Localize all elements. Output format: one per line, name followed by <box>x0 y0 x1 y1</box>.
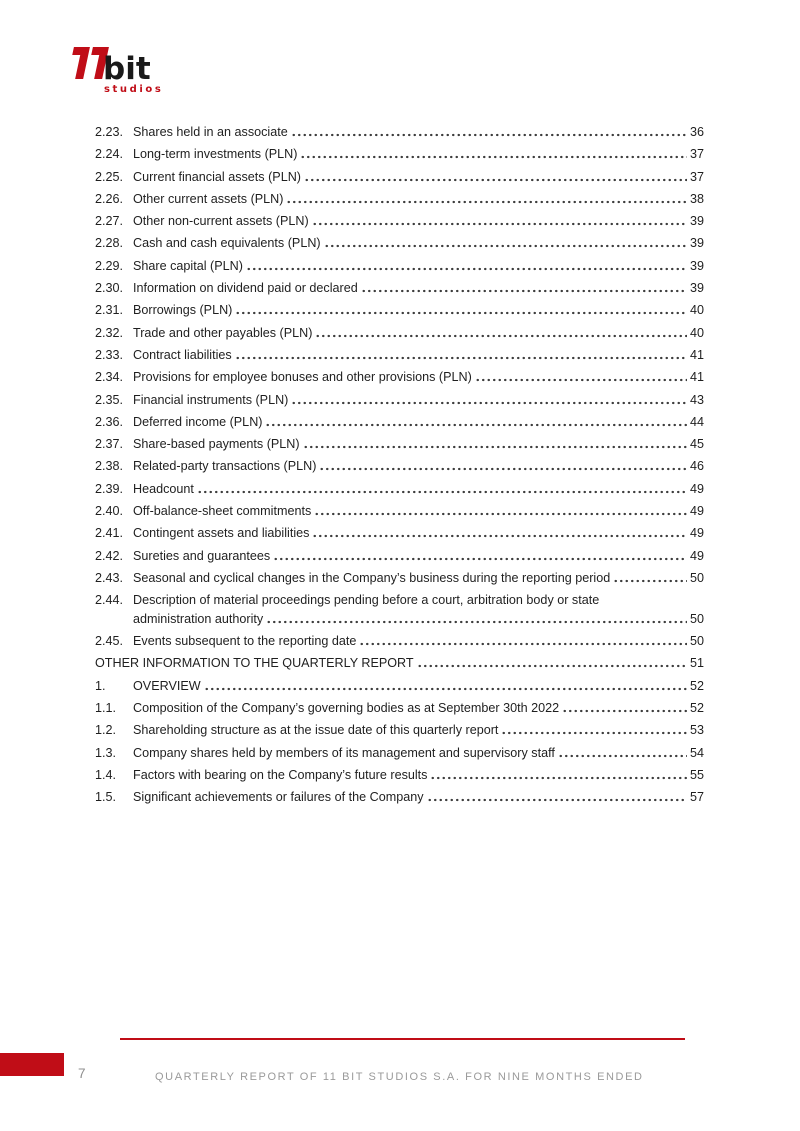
footer-accent-block <box>0 1053 64 1076</box>
toc-entry <box>95 700 704 716</box>
toc-entry-title: Financial instruments (PLN) <box>133 392 289 407</box>
toc-entry-title: Other non-current assets (PLN) <box>133 214 309 229</box>
toc-entry-body <box>133 722 704 738</box>
toc-entry <box>95 481 704 497</box>
toc-entry-page: 50 <box>689 570 704 585</box>
dot-leader <box>613 570 687 584</box>
toc-entry <box>95 414 704 430</box>
toc-entry-page: 55 <box>689 767 704 782</box>
toc-entry-body <box>133 592 704 627</box>
toc-entry-number: 2.45. <box>95 634 124 649</box>
toc-entry-body <box>133 146 704 162</box>
toc-entry <box>95 789 704 805</box>
toc-entry-page: 49 <box>689 504 704 519</box>
footer-report-title: QUARTERLY REPORT OF 11 BIT STUDIOS S.A. FOR NINE MONTHS ENDED <box>155 1071 644 1083</box>
toc-entry <box>95 592 704 627</box>
dot-leader <box>291 124 687 138</box>
dot-leader <box>235 302 687 316</box>
toc-entry-body <box>133 436 704 452</box>
toc-entry-number: 2.24. <box>95 147 124 162</box>
toc-entry-number: 2.39. <box>95 481 124 496</box>
footer-divider <box>120 1038 685 1040</box>
dot-leader <box>319 458 687 472</box>
toc-entry-page: 39 <box>689 281 704 296</box>
toc-list <box>95 124 704 812</box>
toc-entry-number: 2.42. <box>95 548 124 563</box>
toc-entry-title: Off-balance-sheet commitments <box>133 504 312 519</box>
logo-brand-subtext: studios <box>104 84 164 95</box>
toc-entry-body <box>133 347 704 363</box>
toc-entry-number: 1.3. <box>95 745 117 760</box>
toc-entry <box>95 570 704 586</box>
toc-entry <box>95 392 704 408</box>
toc-entry-number: 2.34. <box>95 370 124 385</box>
logo-brand-text: bit <box>103 51 151 87</box>
toc-entry <box>95 213 704 229</box>
dot-leader <box>235 347 687 361</box>
toc-entry-title: Share capital (PLN) <box>133 258 243 273</box>
toc-entry-body <box>133 280 704 296</box>
dot-leader <box>291 392 687 406</box>
toc-entry-title: Cash and cash equivalents (PLN) <box>133 236 321 251</box>
toc-entry-body <box>133 124 704 140</box>
toc-entry-number: 1. <box>95 678 106 693</box>
toc-entry-number: 2.44. <box>95 593 124 608</box>
dot-leader <box>417 655 687 669</box>
toc-entry-page: 51 <box>689 656 704 671</box>
toc-entry-body <box>133 191 704 207</box>
toc-entry-page: 37 <box>689 147 704 162</box>
toc-entry-page: 46 <box>689 459 704 474</box>
dot-leader <box>427 789 687 803</box>
dot-leader <box>359 633 687 647</box>
dot-leader <box>303 436 687 450</box>
toc-entry <box>95 678 704 694</box>
toc-entry-title: Contract liabilities <box>133 347 232 362</box>
toc-entry-title: Shareholding structure as at the issue date of this quarterly report <box>133 723 499 738</box>
dot-leader <box>501 722 687 736</box>
toc-entry <box>95 235 704 251</box>
toc-entry-page: 39 <box>689 236 704 251</box>
toc-entry-page: 49 <box>689 526 704 541</box>
toc-entry-title: Current financial assets (PLN) <box>133 169 301 184</box>
toc-entry-page: 45 <box>689 437 704 452</box>
toc-entry-body <box>133 302 704 318</box>
toc-entry <box>95 347 704 363</box>
toc-entry-body <box>133 525 704 541</box>
toc-entry-title: Information on dividend paid or declared <box>133 281 358 296</box>
toc-entry-title: Description of material proceedings pending before a court, arbitration body or state <box>133 593 600 608</box>
toc-entry-page: 44 <box>689 414 704 429</box>
toc-entry-title: Borrowings (PLN) <box>133 303 233 318</box>
toc-entry-number: 2.37. <box>95 437 124 452</box>
toc-entry-page: 41 <box>689 347 704 362</box>
dot-leader <box>300 146 687 160</box>
dot-leader <box>273 548 687 562</box>
toc-entry-title: Long-term investments (PLN) <box>133 147 298 162</box>
toc-entry-body <box>133 700 704 716</box>
toc-entry-title: Factors with bearing on the Company’s future results <box>133 767 428 782</box>
dot-leader <box>314 503 687 517</box>
toc-entry-number: 2.41. <box>95 526 124 541</box>
toc-entry-title-continued: administration authority <box>133 611 264 626</box>
toc-entry <box>95 525 704 541</box>
toc-entry <box>95 655 704 671</box>
toc-entry-title: Contingent assets and liabilities <box>133 526 310 541</box>
toc-entry <box>95 191 704 207</box>
toc-entry-page: 53 <box>689 723 704 738</box>
toc-entry-number: 1.5. <box>95 790 117 805</box>
toc-entry-title: Related-party transactions (PLN) <box>133 459 317 474</box>
dot-leader <box>266 611 687 625</box>
toc-entry-page: 39 <box>689 214 704 229</box>
toc-entry <box>95 503 704 519</box>
toc-entry-body <box>133 789 704 805</box>
dot-leader <box>361 280 687 294</box>
toc-entry-page: 49 <box>689 481 704 496</box>
toc-entry <box>95 458 704 474</box>
dot-leader <box>558 745 687 759</box>
dot-leader <box>324 235 687 249</box>
toc-entry-number: 1.4. <box>95 767 117 782</box>
toc-entry-body <box>133 633 704 649</box>
toc-entry-page: 54 <box>689 745 704 760</box>
toc-entry-number: 2.31. <box>95 303 124 318</box>
toc-entry <box>95 767 704 783</box>
toc-entry-body <box>133 325 704 341</box>
toc-entry-body <box>133 481 704 497</box>
toc-entry-title: Headcount <box>133 481 194 496</box>
toc-entry-number: 2.28. <box>95 236 124 251</box>
toc-entry-body <box>133 458 704 474</box>
toc-entry-body <box>133 570 704 586</box>
dot-leader <box>312 525 687 539</box>
toc-entry-title: OVERVIEW <box>133 678 201 693</box>
toc-entry-number: 2.38. <box>95 459 124 474</box>
toc-entry-page: 40 <box>689 325 704 340</box>
dot-leader <box>562 700 687 714</box>
toc-entry-title: Deferred income (PLN) <box>133 414 263 429</box>
toc-entry <box>95 325 704 341</box>
toc-entry-page: 50 <box>689 611 704 626</box>
toc-entry <box>95 436 704 452</box>
toc-entry-body <box>133 745 704 761</box>
dot-leader <box>304 169 687 183</box>
toc-entry <box>95 280 704 296</box>
toc-entry <box>95 302 704 318</box>
toc-entry-number: 2.33. <box>95 347 124 362</box>
toc-entry <box>95 745 704 761</box>
toc-entry-page: 37 <box>689 169 704 184</box>
toc-entry-body <box>133 414 704 430</box>
toc-entry-number: 2.27. <box>95 214 124 229</box>
toc-entry-page: 41 <box>689 370 704 385</box>
toc-entry-number: 2.35. <box>95 392 124 407</box>
toc-entry-body <box>133 392 704 408</box>
toc-entry-body <box>133 258 704 274</box>
dot-leader <box>312 213 687 227</box>
toc-entry-page: 50 <box>689 634 704 649</box>
toc-entry <box>95 548 704 564</box>
toc-entry-title: Seasonal and cyclical changes in the Company’s business during the reporting period <box>133 570 611 585</box>
toc-entry-page: 40 <box>689 303 704 318</box>
toc-entry-number: 1.2. <box>95 723 117 738</box>
toc-entry-body <box>133 503 704 519</box>
toc-entry-page: 57 <box>689 790 704 805</box>
toc-entry-page: 52 <box>689 701 704 716</box>
toc-entry-page: 49 <box>689 548 704 563</box>
toc-entry-page: 36 <box>689 125 704 139</box>
toc-entry-title: Provisions for employee bonuses and other provisions (PLN) <box>133 370 472 385</box>
dot-leader <box>246 258 687 272</box>
toc-entry-body <box>133 369 704 385</box>
toc-entry-number: 2.30. <box>95 281 124 296</box>
toc-entry-number: 1.1. <box>95 701 117 716</box>
toc-entry-body <box>133 235 704 251</box>
toc-entry-line2 <box>133 611 704 627</box>
toc-entry <box>95 369 704 385</box>
toc-entry-title: Composition of the Company’s governing bodies as at September 30th 2022 <box>133 701 560 716</box>
toc-entry <box>95 722 704 738</box>
toc-entry-body <box>133 169 704 185</box>
toc-entry-number: 2.25. <box>95 169 124 184</box>
toc-entry-page: 43 <box>689 392 704 407</box>
toc-entry-title: Shares held in an associate <box>133 125 288 139</box>
footer-page-number: 7 <box>78 1066 86 1081</box>
company-logo <box>62 42 172 96</box>
toc-entry-title: Company shares held by members of its management and supervisory staff <box>133 745 555 760</box>
toc-entry-number: 2.23. <box>95 125 124 139</box>
toc-entry-number: 2.36. <box>95 414 124 429</box>
toc-entry-body <box>133 548 704 564</box>
toc-entry-body <box>133 213 704 229</box>
toc-entry-title: OTHER INFORMATION TO THE QUARTERLY REPORT <box>95 656 414 671</box>
toc-entry-page: 39 <box>689 258 704 273</box>
toc-entry <box>95 633 704 649</box>
toc-entry-title: Trade and other payables (PLN) <box>133 325 313 340</box>
dot-leader <box>430 767 687 781</box>
dot-leader <box>315 325 687 339</box>
toc-entry-number: 2.26. <box>95 191 124 206</box>
toc-entry-number: 2.40. <box>95 504 124 519</box>
toc-entry-page: 52 <box>689 678 704 693</box>
toc-entry-body <box>133 678 704 694</box>
toc-entry <box>95 169 704 185</box>
dot-leader <box>197 481 687 495</box>
logo-graphic <box>62 42 172 96</box>
toc-entry-title: Significant achievements or failures of the Company <box>133 790 424 805</box>
toc-entry <box>95 258 704 274</box>
dot-leader <box>204 678 687 692</box>
toc-entry-title: Sureties and guarantees <box>133 548 271 563</box>
dot-leader <box>286 191 687 205</box>
toc-entry <box>95 146 704 162</box>
dot-leader <box>475 369 687 383</box>
toc-entry-title: Other current assets (PLN) <box>133 191 284 206</box>
toc-entry-page: 38 <box>689 191 704 206</box>
toc-entry-number: 2.32. <box>95 325 124 340</box>
toc-entry-title: Events subsequent to the reporting date <box>133 634 357 649</box>
toc-entry-number: 2.29. <box>95 258 124 273</box>
toc-entry-body <box>133 767 704 783</box>
toc-entry-title: Share-based payments (PLN) <box>133 437 300 452</box>
toc-entry-number: 2.43. <box>95 570 124 585</box>
dot-leader <box>265 414 687 428</box>
toc-entry-body <box>95 655 704 671</box>
toc-entry <box>95 124 704 140</box>
